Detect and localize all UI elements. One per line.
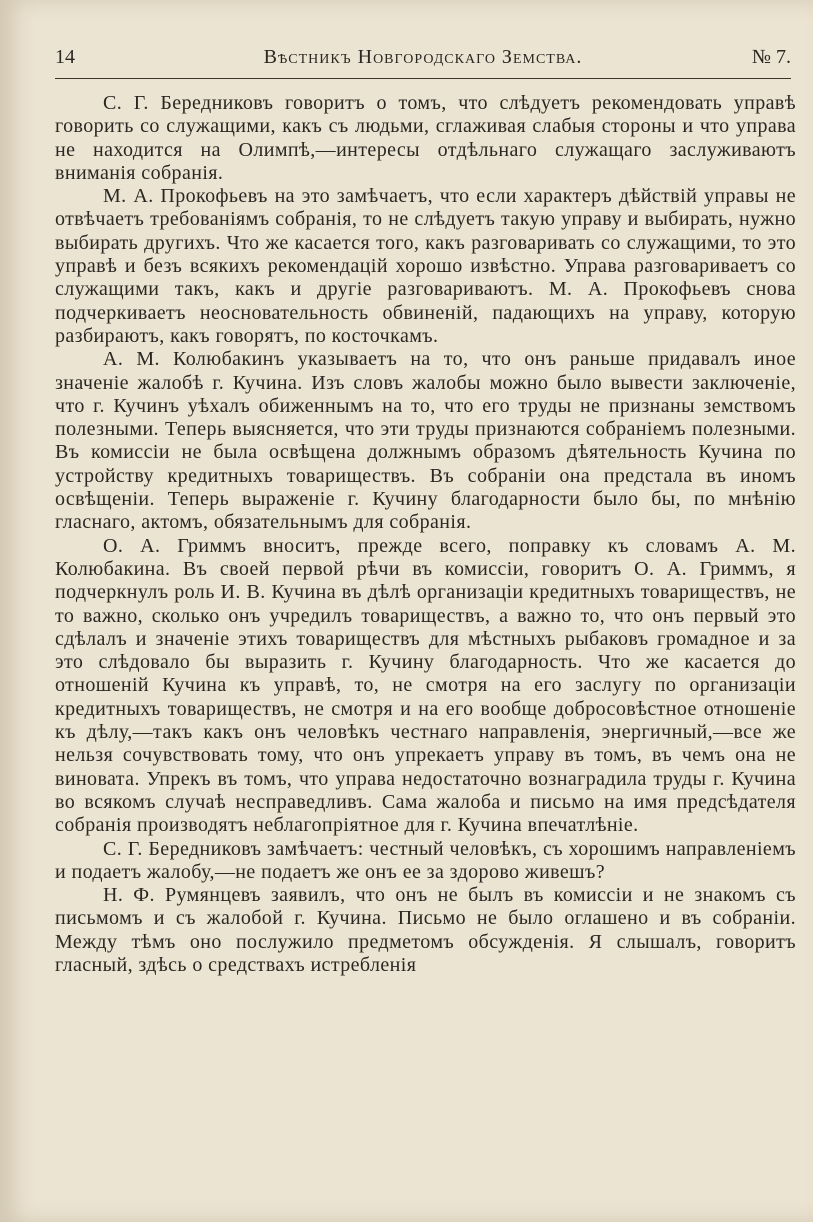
page-number: 14 <box>55 46 75 68</box>
article-body <box>55 92 796 977</box>
paragraph: О. А. Гриммъ вноситъ, прежде всего, поправку къ словамъ А. М. Колюбакина. Въ своей первой рѣчи въ комиссіи, говоритъ О. А. Гриммъ, я подчеркнулъ роль И. В. Кучина въ дѣлѣ организаціи кредитныхъ товариществъ, не то важно, сколько онъ учредилъ товариществъ, а важно то, что онъ первый это сдѣлалъ и значеніе этихъ товариществъ для мѣстныхъ рыбаковъ громадное и за это слѣдовало бы выразить г. Кучину благодарность. Что же касается до отношеній Кучина къ управѣ, то, не смотря на его заслугу по организаціи кредитныхъ товариществъ, не смотря и на его вообще добросовѣстное отношеніе къ дѣлу,—такъ какъ онъ человѣкъ честнаго направленія, энергичный,—все же нельзя сочувствовать тому, что онъ упрекаетъ управу въ томъ, въ чемъ она не виновата. Упрекъ въ томъ, что управа недостаточно вознаградила труды г. Кучина во всякомъ случаѣ несправедливъ. Сама жалоба и письмо на имя предсѣдателя собранія производятъ неблагопріятное для г. Кучина впечатлѣніе. <box>55 534 796 837</box>
journal-title: Вѣстникъ Новгородскаго Земства. <box>263 46 583 68</box>
paragraph: М. А. Прокофьевъ на это замѣчаетъ, что если характеръ дѣйствій управы не отвѣчаетъ требованіямъ собранія, то не слѣдуетъ такую управу и выбирать, нужно выбирать другихъ. Что же касается того, какъ разговаривать со служащими, то это управѣ и безъ всякихъ рекомендацій хорошо извѣстно. Управа разговариваетъ со служащими такъ, какъ и другіе разговариваютъ. М. А. Прокофьевъ снова подчеркиваетъ неосновательность обвиненій, падающихъ на управу, которую разбираютъ, какъ говорятъ, по косточкамъ. <box>55 185 796 347</box>
paragraph: Н. Ф. Румянцевъ заявилъ, что онъ не былъ въ комиссіи и не знакомъ съ письмомъ и съ жалобой г. Кучина. Письмо не было оглашено и въ собраніи. Между тѣмъ оно послужило предметомъ обсужденія. Я слышалъ, говоритъ гласный, здѣсь о средствахъ истребленія <box>55 884 796 976</box>
paragraph: С. Г. Бередниковъ говоритъ о томъ, что слѣдуетъ рекомендовать управѣ говорить со служащими, какъ съ людьми, сглаживая слабыя стороны и что управа не находится на Олимпѣ,—интересы отдѣльнаго служащаго заслуживаютъ вниманія собранія. <box>55 92 796 184</box>
running-header <box>55 42 791 76</box>
issue-number: № 7. <box>751 46 791 68</box>
paragraph: С. Г. Бередниковъ замѣчаетъ: честный человѣкъ, съ хорошимъ направленіемъ и подаетъ жалобу,—не подаетъ же онъ ее за здорово живешъ? <box>55 837 796 883</box>
paragraph: А. М. Колюбакинъ указываетъ на то, что онъ раньше придавалъ иное значеніе жалобѣ г. Кучина. Изъ словъ жалобы можно было вывести заключеніе, что г. Кучинъ уѣхалъ обиженнымъ на то, что его труды не признаны земствомъ полезными. Теперь выясняется, что эти труды признаются собраніемъ полезными. Въ комиссіи не была освѣщена должнымъ образомъ дѣятельность Кучина по устройству кредитныхъ товариществъ. Въ собраніи она предстала въ иномъ освѣщеніи. Теперь выраженіе г. Кучину благодарности было бы, по мнѣнію гласнаго, актомъ, обязательнымъ для собранія. <box>55 348 796 534</box>
header-divider <box>55 78 791 79</box>
